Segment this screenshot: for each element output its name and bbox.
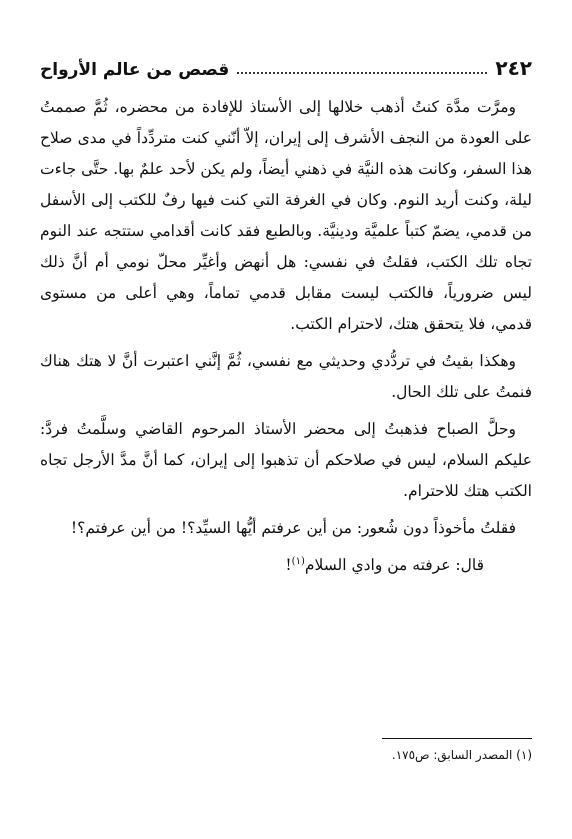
closing-line-text: قال: عرفته من وادي السلام xyxy=(304,556,484,574)
footnote-marker: (١) xyxy=(291,555,305,567)
paragraph-1: ومرَّت مدَّة كنتُ أذهب خلالها إلى الأستاذ للإفادة من محضره، ثُمَّ صممتُ على العودة من النجف الأشرف إلى إيران، إلاّ أنّني كنت متردِّداً في مدى صلاح هذا السفر، وكانت هذه النيَّة في ذهني أيضاً، ولم يكن لأحد علمٌ بها. حتَّى جاءت ليلة، وكنت أريد النوم. وكان في الغرفة التي كنت فيها رفٌ للكتب إلى الأسفل من قدمي، يضمّ كتباً علميَّة ودينيَّة. وبالطبع فقد كانت أقدامي ستتجه عند النوم تجاه تلك الكتب، فقلتُ في نفسي: هل أنهض وأغيِّر محلّ نومي أم أنَّ ذلك ليس ضرورياً، فالكتب ليست مقابل قدمي تماماً، وهي أعلى من مستوى قدمي، فلا يتحقق هتك، لاحترام الكتب. xyxy=(40,98,532,333)
paragraph-2: وهكذا بقيتُ في تردُّدي وحديثي مع نفسي، ثُمَّ إنَّني اعتبرت أنَّ لا هتك هناك فنمتُ على تلك الحال. xyxy=(40,352,532,401)
paragraph-4: فقلتُ مأخوذاً دون شُعور: من أين عرفتم أيُّها السيِّد؟! من أين عرفتم؟! xyxy=(70,519,516,537)
footnote-divider xyxy=(382,738,532,739)
paragraph-3: وحلَّ الصباح فذهبتُ إلى محضر الأستاذ المرحوم القاضي وسلَّمتُ فردَّ: عليكم السلام، ليس في صلاحكم أن تذهبوا إلى إيران، كما أنَّ مدَّ الأرجل تجاه الكتب هتك للاحترام. xyxy=(40,420,532,500)
closing-line-ending: ! xyxy=(285,556,292,574)
page-header xyxy=(40,50,532,80)
paragraph-5 xyxy=(40,550,532,581)
page-number: ٢٤٢ xyxy=(495,56,532,80)
header-dotted-leader xyxy=(237,72,487,74)
footnote: (١) المصدر السابق: ص١٧٥. xyxy=(391,748,532,762)
body-text xyxy=(40,92,532,587)
running-title: قصص من عالم الأرواح xyxy=(40,60,230,80)
